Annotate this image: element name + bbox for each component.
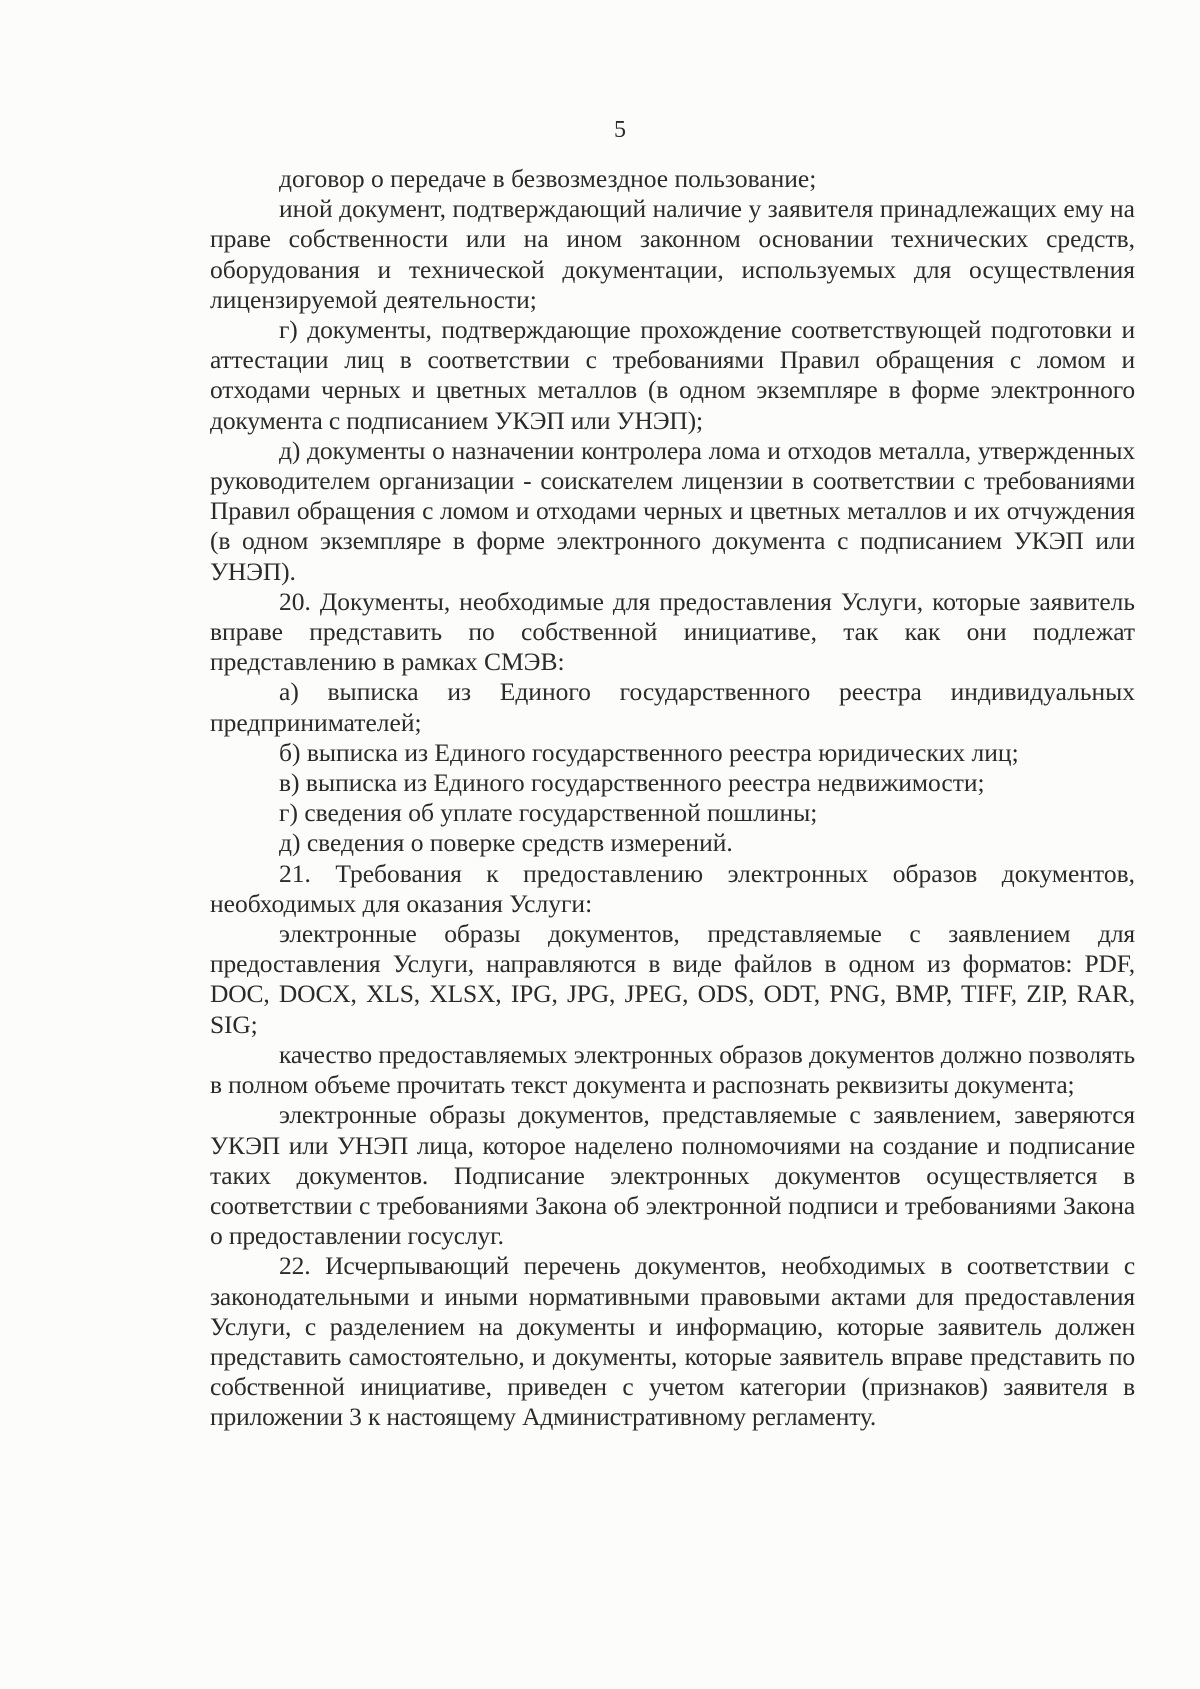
paragraph-20-b: б) выписка из Единого государственного реестра юридических лиц; xyxy=(279,737,1019,767)
paragraph-20-g: г) сведения об уплате государственной пошлины; xyxy=(279,798,818,828)
paragraph-20-v: в) выписка из Единого государственного реестра недвижимости; xyxy=(279,768,985,798)
paragraph-20: 20. Документы, необходимые для предоставления Услуги, которые заявитель вправе представить по собственной инициативе, так как они подлежат представлению в рамках СМЭВ: xyxy=(210,586,1135,677)
paragraph-21-signature: электронные образы документов, представляемые с заявлением, заверяются УКЭП или УНЭП лица, которое наделено полномочиями на создание и подписание таких документов. Подписание электронных документов осуществляется в соответствии с требованиями Закона об электронной подписи и требованиями Закона о предоставлении госуслуг. xyxy=(210,1100,1135,1251)
paragraph-21-quality: качество предоставляемых электронных образов документов должно позволять в полном объеме прочитать текст документа и распознать реквизиты документа; xyxy=(210,1039,1135,1100)
paragraph-item-d: д) документы о назначении контролера лома и отходов металла, утвержденных руководителем организации - соискателем лицензии в соответствии с требованиями Правил обращения с ломом и отходами черных и цветных металлов и их отчуждения (в одном экземпляре в форме электронного документа с подписанием УКЭП или УНЭП). xyxy=(210,435,1135,586)
paragraph-other-document: иной документ, подтверждающий наличие у заявителя принадлежащих ему на праве собственности или на ином законном основании технических средств, оборудования и технической документации, используемых для осуществления лицензируемой деятельности; xyxy=(210,194,1135,314)
paragraph-22: 22. Исчерпывающий перечень документов, необходимых в соответствии с законодательными и иными нормативными правовыми актами для предоставления Услуги, с разделением на документы и информацию, которые заявитель должен представить самостоятельно, и документы, которые заявитель вправе представить по собственной инициативе, приведен с учетом категории (признаков) заявителя в приложении 3 к настоящему Административному регламенту. xyxy=(210,1251,1135,1432)
paragraph-21: 21. Требования к предоставлению электронных образов документов, необходимых для оказания Услуги: xyxy=(210,858,1135,918)
paragraph-contract-free-use: договор о передаче в безвозмездное пользование; xyxy=(279,164,817,193)
paragraph-21-formats: электронные образы документов, представляемые с заявлением для предоставления Услуги, направляются в виде файлов в одном из форматов: PDF, DOC, DOCX, XLS, XLSX, IPG, JPG, JPEG, ODS, ODT, PNG, BMP, TIFF, ZIP, RAR, SIG; xyxy=(210,919,1135,1039)
paragraph-20-a: а) выписка из Единого государственного реестра индивидуальных предпринимателей; xyxy=(210,677,1135,737)
page-number: 5 xyxy=(614,117,626,143)
document-body xyxy=(210,164,1135,1433)
paragraph-item-g: г) документы, подтверждающие прохождение соответствующей подготовки и аттестации лиц в соответствии с требованиями Правил обращения с ломом и отходами черных и цветных металлов (в одном экземпляре в форме электронного документа с подписанием УКЭП или УНЭП); xyxy=(210,315,1135,435)
paragraph-20-d: д) сведения о поверке средств измерений. xyxy=(279,828,733,858)
